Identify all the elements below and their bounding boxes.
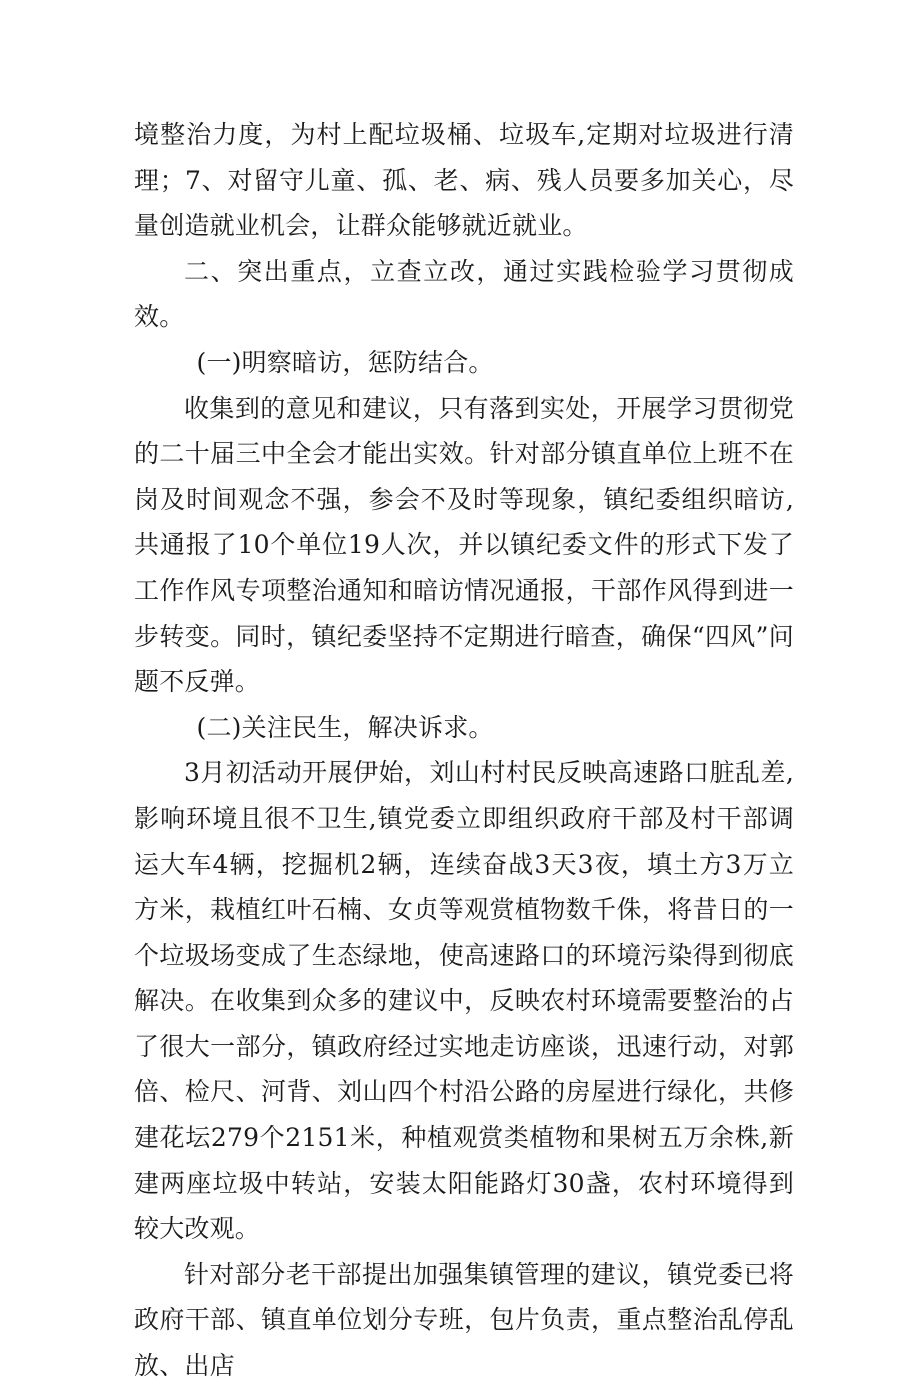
paragraph-continuation: 境整治力度，为村上配垃圾桶、垃圾车,定期对垃圾进行清理；7、对留守儿童、孤、老、病、残人员要多加关心，尽量创造就业机会，让群众能够就近就业。	[134, 120, 794, 241]
paragraph-2-3: 针对部分老干部提出加强集镇管理的建议，镇党委已将政府干部、镇直单位划分专班，包片负责，重点整治乱停乱放、出店	[134, 1259, 794, 1381]
subsection-heading-2-1: (一)明察暗访，惩防结合。	[196, 347, 494, 377]
paragraph-2-1: 收集到的意见和建议，只有落到实处，开展学习贯彻党的二十届三中全会才能出实效。针对部分镇直单位上班不在岗及时间观念不强，参会不及时等现象，镇纪委组织暗访,共通报了10个单位19人次，并以镇纪委文件的形式下发了工作作风专项整治通知和暗访情况通报，干部作风得到进一步转变。同时，镇纪委坚持不定期进行暗查，确保“四风”问题不反弹。	[134, 393, 794, 697]
paragraph-2-2: 3月初活动开展伊始，刘山村村民反映高速路口脏乱差,影响环境且很不卫生,镇党委立即组织政府干部及村干部调运大车4辆，挖掘机2辆，连续奋战3天3夜，填土方3万立方米，栽植红叶石楠、女贞等观赏植物数千侏，将昔日的一个垃圾场变成了生态绿地，使高速路口的环境污染得到彻底解决。在收集到众多的建议中，反映农村环境需要整治的占了很大一部分，镇政府经过实地走访座谈，迅速行动，对郭倍、检尺、河背、刘山四个村沿公路的房屋进行绿化，共修建花坛279个2151米，种植观赏类植物和果树五万余株,新建两座垃圾中转站，安装太阳能路灯30盏，农村环境得到较大改观。	[134, 758, 794, 1244]
section-heading-2: 二、突出重点，立查立改，通过实践检验学习贯彻成效。	[134, 256, 794, 332]
document-body	[134, 112, 794, 1389]
subsection-heading-2-2: (二)关注民生，解决诉求。	[196, 712, 494, 742]
